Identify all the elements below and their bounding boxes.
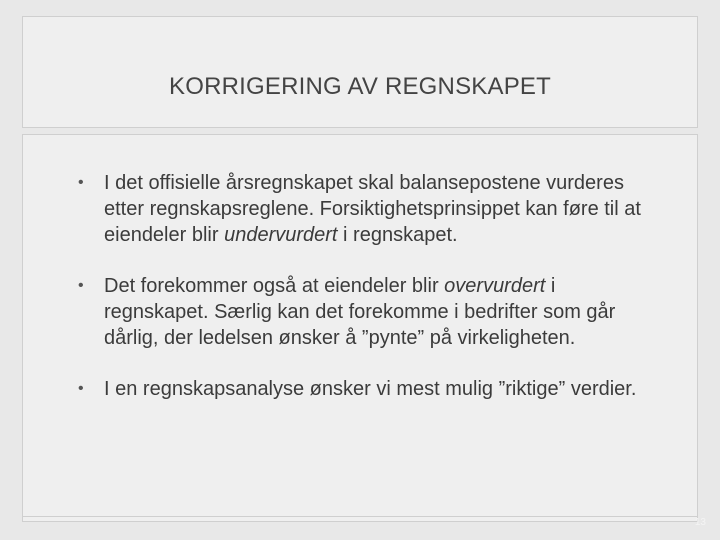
- bullet-icon: •: [78, 380, 84, 397]
- bullet-item: [58, 273, 658, 351]
- bullet-list: [58, 170, 658, 427]
- bullet-text-end: i regnskapet.: [337, 224, 458, 246]
- slide-title: KORRIGERING AV REGNSKAPET: [169, 73, 551, 100]
- title-panel: [22, 16, 698, 128]
- bullet-emphasis: overvurdert: [444, 275, 546, 297]
- bullet-emphasis: undervurdert: [224, 224, 338, 246]
- bullet-text: Det forekommer også at eiendeler blir: [104, 275, 445, 297]
- page-number: 13: [694, 517, 706, 528]
- footer-divider: [22, 516, 698, 517]
- bullet-text-end: i regnskapet. Særlig kan det forekomme i bedrifter som går dårlig, der ledelsen ønsker å ”pynte” på virkeligheten.: [104, 275, 616, 349]
- bullet-icon: •: [78, 174, 84, 191]
- bullet-item: [58, 170, 658, 248]
- bullet-text: I det offisielle årsregnskapet skal balansepostene vurderes etter regnskapsreglene. Forsiktighetsprinsippet kan føre til at eiendeler blir: [104, 172, 641, 246]
- bullet-icon: •: [78, 277, 84, 294]
- bullet-item: [58, 376, 658, 402]
- bullet-text: I en regnskapsanalyse ønsker vi mest mulig ”riktige” verdier.: [104, 378, 637, 400]
